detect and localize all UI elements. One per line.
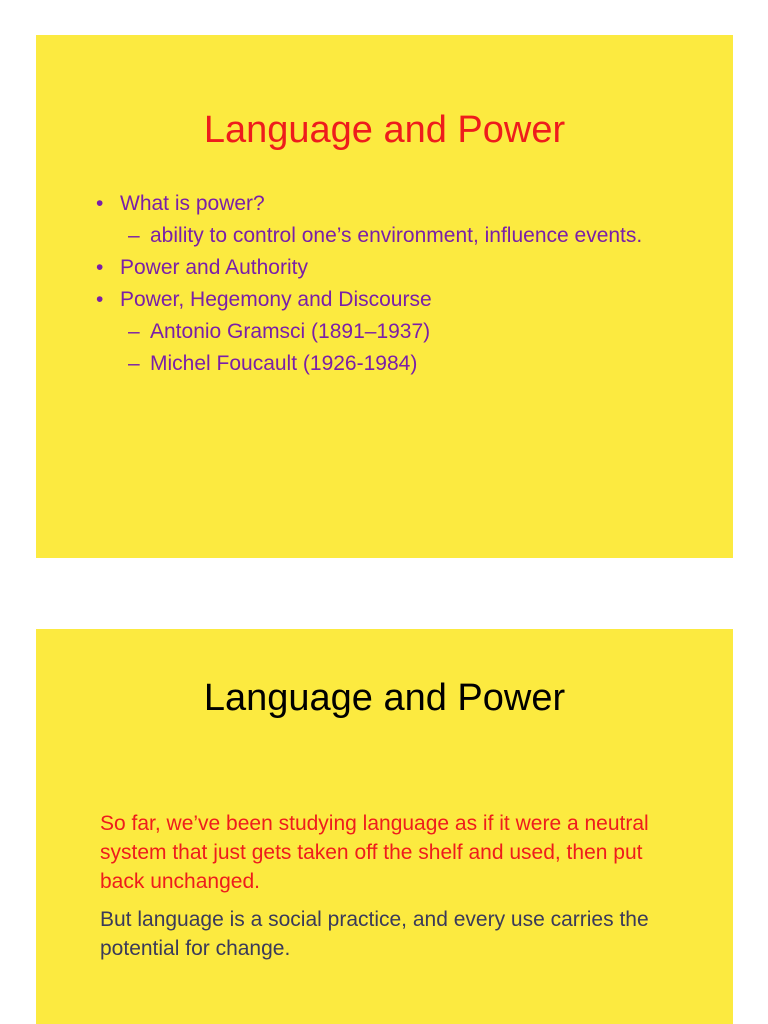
sub-bullet-text: ability to control one’s environment, influence events. bbox=[150, 224, 643, 247]
slide-2 bbox=[36, 629, 733, 1024]
slide-1 bbox=[36, 35, 733, 558]
sub-bullet-item bbox=[94, 222, 694, 250]
sub-bullet-marker: – bbox=[128, 224, 140, 247]
bullet-marker: • bbox=[96, 288, 104, 311]
bullet-text: What is power? bbox=[120, 192, 265, 215]
bullet-item bbox=[94, 286, 694, 314]
slide-2-title: Language and Power bbox=[203, 677, 566, 719]
slide-2-paragraph-2: But language is a social practice, and every use carries the potential for change. bbox=[100, 908, 649, 960]
bullet-item bbox=[94, 254, 694, 282]
slide-2-paragraph-1: So far, we’ve been studying language as if it were a neutral system that just gets taken off the shelf and used, then put back unchanged. bbox=[100, 812, 649, 893]
bullet-marker: • bbox=[96, 256, 104, 279]
slide-1-bullet-list bbox=[94, 190, 694, 382]
bullet-marker: • bbox=[96, 192, 104, 215]
sub-bullet-marker: – bbox=[128, 320, 140, 343]
bullet-item bbox=[94, 190, 694, 218]
sub-bullet-marker: – bbox=[128, 352, 140, 375]
sub-bullet-item bbox=[94, 318, 694, 346]
bullet-text: Power and Authority bbox=[120, 256, 308, 279]
sub-bullet-item bbox=[94, 350, 694, 378]
sub-bullet-text: Antonio Gramsci (1891–1937) bbox=[150, 320, 431, 343]
bullet-text: Power, Hegemony and Discourse bbox=[120, 288, 432, 311]
slide-1-title: Language and Power bbox=[203, 109, 566, 151]
sub-bullet-text: Michel Foucault (1926-1984) bbox=[150, 352, 418, 375]
